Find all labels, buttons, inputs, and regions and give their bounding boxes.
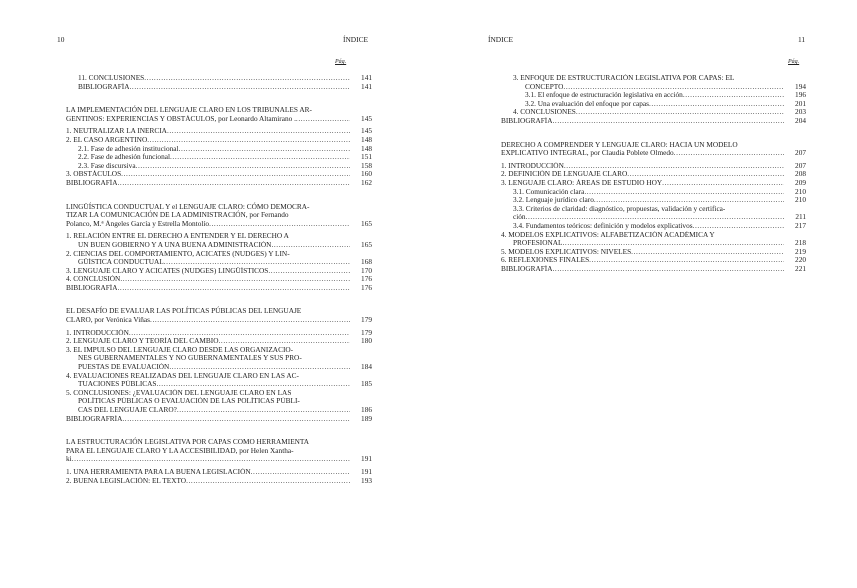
toc-entry-page: 211 xyxy=(795,212,806,222)
leader-dots xyxy=(156,380,350,389)
toc-entry xyxy=(66,232,372,241)
toc-entry-label: 1. RELACIÓN ENTRE EL DERECHO A ENTENDER Y EL DERECHO A xyxy=(66,232,289,241)
toc-entry-label: 6. REFLEXIONES FINALES xyxy=(501,256,590,265)
page-number: 10 xyxy=(57,35,65,44)
toc-entry-page: 179 xyxy=(361,327,372,337)
toc-entry-page: 208 xyxy=(795,169,806,179)
leader-dots xyxy=(631,248,784,257)
chapter-section xyxy=(501,141,806,274)
chapter-title-text: GENTINOS: EXPERIENCIAS Y OBSTÁCULOS, por Leonardo Altamirano . xyxy=(66,114,296,123)
toc-entry xyxy=(66,179,372,188)
toc-entry-label: UN BUEN GOBIERNO Y A UNA BUENA ADMINISTRACIÓN xyxy=(78,240,272,249)
toc-entry-label: 2. BUENA LEGISLACIÓN: EL TEXTO xyxy=(66,476,187,485)
toc-entry xyxy=(66,380,372,389)
leader-dots xyxy=(177,406,350,415)
toc-entry xyxy=(501,239,806,248)
toc-entry-label: 3.1. Comunicación clara xyxy=(513,187,585,196)
toc-entry-label: CAS DEL LENGUAJE CLARO? xyxy=(78,406,177,414)
leader-dots xyxy=(129,329,350,338)
leader-dots xyxy=(136,162,350,171)
toc-entry xyxy=(501,74,806,83)
toc-entry-page: 141 xyxy=(361,73,372,82)
leader-dots xyxy=(251,468,350,477)
leader-dots xyxy=(674,149,784,158)
chapter-title-line xyxy=(66,316,372,325)
toc-entry-page: 209 xyxy=(795,177,806,187)
leader-dots xyxy=(268,267,350,276)
toc-entry xyxy=(501,231,806,240)
toc-entry-label: 3. LENGUAJE CLARO: ÁREAS DE ESTUDIO HOY xyxy=(501,178,663,187)
toc-entry xyxy=(501,170,806,179)
toc-entry-label: 11. CONCLUSIONES xyxy=(78,74,145,82)
leader-dots xyxy=(129,83,350,92)
toc-entry-label: 2. EL CASO ARGENTINO xyxy=(66,135,148,144)
toc-body xyxy=(501,74,806,273)
toc-entry-page: 158 xyxy=(361,160,372,170)
toc-entry xyxy=(66,250,372,259)
leader-dots xyxy=(564,162,784,171)
toc-entry xyxy=(66,284,372,293)
pag-column-label: Pág. xyxy=(335,59,347,65)
leader-dots xyxy=(594,196,784,205)
leader-dots xyxy=(121,170,350,179)
toc-entry-page: 217 xyxy=(795,220,806,230)
page-number: 11 xyxy=(798,35,806,44)
toc-entry xyxy=(501,117,806,126)
leader-dots xyxy=(170,153,350,162)
toc-entry xyxy=(66,468,372,477)
toc-entry xyxy=(66,372,372,381)
leader-dots xyxy=(662,179,784,188)
chapter-section xyxy=(66,438,372,485)
chapter-page: 207 xyxy=(795,148,806,158)
toc-entry-page: 170 xyxy=(361,265,372,275)
leader-dots xyxy=(562,239,784,248)
toc-entry xyxy=(501,196,806,205)
toc-entry xyxy=(501,162,806,171)
leader-dots xyxy=(209,220,350,229)
toc-entry xyxy=(501,205,806,214)
toc-entry-label: 2. LENGUAJE CLARO Y TEORÍA DEL CAMBIO xyxy=(66,337,219,346)
toc-entry-page: 145 xyxy=(361,126,372,136)
toc-entry xyxy=(66,258,372,267)
toc-entry xyxy=(66,389,372,398)
toc-entry xyxy=(66,162,372,171)
running-header: ÍNDICE xyxy=(488,35,514,44)
toc-entry-label: CONCEPTO xyxy=(525,82,564,91)
chapter-title-line: EL DESAFÍO DE EVALUAR LAS POLÍTICAS PÚBLICAS DEL LENGUAJE xyxy=(66,306,302,316)
toc-entry-label: NES GUBERNAMENTALES Y NO GUBERNAMENTALES Y SUS PRO- xyxy=(78,354,302,363)
toc-entry xyxy=(66,127,372,136)
leader-dots xyxy=(122,415,350,424)
chapter-title-line: LINGÜÍSTICA CONDUCTUAL Y el LENGUAJE CLARO: CÓMO DEMOCRA- xyxy=(66,201,310,211)
toc-entry-page: 189 xyxy=(361,413,372,423)
toc-entry-page: 194 xyxy=(795,81,806,91)
toc-entry-page: 148 xyxy=(361,134,372,144)
leader-dots xyxy=(147,136,350,145)
chapter-title-line xyxy=(66,455,372,464)
toc-entry xyxy=(66,145,372,154)
chapter-page: 191 xyxy=(361,454,372,464)
toc-entry-page: 191 xyxy=(361,466,372,476)
toc-entry-label: 3. EL IMPULSO DEL LENGUAJE CLARO DESDE LAS ORGANIZACIO- xyxy=(66,345,294,354)
leader-dots xyxy=(693,222,784,231)
toc-entry-label: BIBLIOGRAFÍA xyxy=(501,116,553,125)
toc-entry-label: BIBLIOGRAFÍA xyxy=(66,283,118,292)
toc-entry-label: 1. INTRODUCCIÓN xyxy=(501,161,564,170)
chapter-title-line xyxy=(501,149,806,158)
toc-entry-page: 204 xyxy=(795,115,806,125)
toc-body xyxy=(66,74,372,485)
toc-entry-label: 3.2. Lenguaje jurídico claro xyxy=(513,196,594,205)
toc-entry-label: TUACIONES PÚBLICAS xyxy=(78,380,157,389)
chapter-title-text: CLARO, por Verónica Viñas xyxy=(66,316,151,325)
toc-entry-page: 160 xyxy=(361,169,372,179)
toc-entry-label: 2. CIENCIAS DEL COMPORTAMIENTO, ACICATES (NUDGES) Y LIN- xyxy=(66,249,290,258)
toc-entry xyxy=(66,170,372,179)
toc-entry xyxy=(501,108,806,117)
toc-entry-page: 186 xyxy=(361,405,372,414)
toc-entry-label: 2.3. Fase discursiva xyxy=(78,161,136,170)
toc-entry-label: 3. ENFOQUE DE ESTRUCTURACIÓN LEGISLATIVA POR CAPAS: EL xyxy=(513,74,735,82)
leader-dots xyxy=(552,265,784,274)
toc-entry xyxy=(66,83,372,92)
toc-entry-page: 207 xyxy=(795,160,806,170)
toc-entry xyxy=(66,406,372,415)
chapter-title-line xyxy=(66,220,372,229)
chapter-title-line: LA IMPLEMENTACIÓN DEL LENGUAJE CLARO EN LOS TRIBUNALES AR- xyxy=(66,105,312,115)
toc-entry-label: 4. MODELOS EXPLICATIVOS: ALFABETIZACIÓN ACADÉMICA Y xyxy=(501,230,715,239)
toc-entry xyxy=(66,136,372,145)
toc-entry xyxy=(66,337,372,346)
toc-entry-page: 218 xyxy=(795,238,806,248)
toc-entry xyxy=(66,275,372,284)
toc-entry-page: 210 xyxy=(795,186,806,196)
toc-entry-label: ción xyxy=(513,213,526,222)
leader-dots xyxy=(552,117,784,126)
toc-entry-label: 3. LENGUAJE CLARO Y ACICATES (NUDGES) LINGÜÍSTICOS xyxy=(66,266,269,275)
running-header: ÍNDICE xyxy=(343,35,369,44)
leader-dots xyxy=(271,241,350,250)
toc-entry-label: BIBLIOGRAFÍA xyxy=(66,178,118,187)
toc-entry-page: 193 xyxy=(361,475,372,485)
toc-entry-page: 210 xyxy=(795,195,806,205)
chapter-section xyxy=(66,307,372,423)
leader-dots xyxy=(179,145,350,154)
leader-dots xyxy=(649,100,784,109)
toc-entry-label: 3.1. El enfoque de estructuración legislativa en acción xyxy=(525,91,683,100)
leader-dots xyxy=(167,127,350,136)
toc-entry-page: 201 xyxy=(795,98,806,108)
toc-entry-label: 2. DEFINICIÓN DE LENGUAJE CLARO xyxy=(501,170,628,179)
leader-dots xyxy=(526,213,784,222)
toc-entry-page: 180 xyxy=(361,336,372,346)
chapter-page: 179 xyxy=(361,315,372,325)
toc-entry xyxy=(66,74,372,83)
chapter-page: 165 xyxy=(361,218,372,228)
toc-entry xyxy=(501,91,806,100)
toc-entry xyxy=(66,415,372,424)
toc-entry xyxy=(501,213,806,222)
leader-dots xyxy=(296,115,350,124)
toc-entry-label: 1. UNA HERRAMIENTA PARA LA BUENA LEGISLACIÓN xyxy=(66,467,251,476)
toc-entry xyxy=(501,256,806,265)
toc-entry xyxy=(501,248,806,257)
toc-entry-page: 221 xyxy=(795,263,806,273)
toc-entry xyxy=(501,179,806,188)
toc-entry xyxy=(66,397,372,406)
leader-dots xyxy=(120,275,350,284)
toc-entry-label: PUESTAS DE EVALUACIÓN xyxy=(78,363,170,372)
leader-dots xyxy=(72,455,350,464)
toc-entry-page: 185 xyxy=(361,379,372,389)
toc-entry xyxy=(501,222,806,231)
leader-dots xyxy=(117,179,350,188)
chapter-section xyxy=(66,203,372,293)
toc-entry xyxy=(66,329,372,338)
toc-entry xyxy=(66,477,372,486)
leader-dots xyxy=(144,74,350,83)
chapter-page: 145 xyxy=(361,113,372,123)
toc-entry xyxy=(66,346,372,355)
toc-entry-page: 176 xyxy=(361,282,372,292)
toc-entry-page: 220 xyxy=(795,255,806,265)
toc-entry-page: 141 xyxy=(361,81,372,91)
toc-entry-label: 2.1. Fase de adhesión institucional xyxy=(78,144,179,153)
toc-entry xyxy=(66,267,372,276)
toc-entry xyxy=(66,363,372,372)
chapter-title-line xyxy=(66,115,372,124)
chapter-title-line: DERECHO A COMPRENDER Y LENGUAJE CLARO: HACIA UN MODELO xyxy=(501,139,738,149)
toc-entry-page: 176 xyxy=(361,274,372,284)
toc-entry-label: 1. INTRODUCCIÓN xyxy=(66,328,129,337)
toc-entry-page: 151 xyxy=(361,152,372,162)
toc-entry-page: 203 xyxy=(795,107,806,117)
chapter-title-line: TIZAR LA COMUNICACIÓN DE LA ADMINISTRACIÓN, por Fernando xyxy=(66,210,289,220)
toc-entry-label: 3.4. Fundamentos teóricos: definición y modelos explicativos xyxy=(513,221,693,230)
chapter-section xyxy=(66,106,372,187)
toc-entry-label: 3.2. Una evaluación del enfoque por capas xyxy=(525,99,649,108)
toc-entry-label: 1. NEUTRALIZAR LA INERCIA xyxy=(66,127,167,136)
chapter-title-text: ki xyxy=(66,455,72,464)
toc-entry xyxy=(501,188,806,197)
leader-dots xyxy=(150,316,350,325)
leader-dots xyxy=(683,91,784,100)
leader-dots xyxy=(589,256,784,265)
toc-entry xyxy=(66,241,372,250)
toc-entry-label: 4. EVALUACIONES REALIZADAS DEL LENGUAJE CLARO EN LAS AC- xyxy=(66,371,299,380)
leader-dots xyxy=(219,337,351,346)
leader-dots xyxy=(117,284,350,293)
toc-entry-label: POLÍTICAS PÚBLICAS O EVALUACIÓN DE LAS POLÍTICAS PÚBLI- xyxy=(78,397,300,406)
chapter-title-line: LA ESTRUCTURACIÓN LEGISLATIVA POR CAPAS COMO HERRAMIENTA xyxy=(66,437,310,447)
leader-dots xyxy=(584,188,784,197)
toc-entry-label: BIBLIOGRAFÍA xyxy=(78,82,130,91)
toc-entry xyxy=(66,153,372,162)
toc-entry-label: 4. CONCLUSIONES xyxy=(513,108,576,117)
toc-entry-page: 165 xyxy=(361,239,372,249)
leader-dots xyxy=(164,258,350,267)
leader-dots xyxy=(563,83,784,92)
leader-dots xyxy=(576,108,784,117)
right-page xyxy=(429,0,857,588)
chapter-title-text: EXPLICATIVO INTEGRAL, por Claudia Poblete Olmedo xyxy=(501,149,674,158)
toc-entry-page: 184 xyxy=(361,362,372,372)
left-page xyxy=(0,0,428,588)
toc-entry xyxy=(501,83,806,92)
toc-entry-label: GÜÍSTICA CONDUCTUAL xyxy=(78,258,164,267)
toc-entry-page: 196 xyxy=(795,90,806,100)
leader-dots xyxy=(169,363,350,372)
pag-column-label: Pág. xyxy=(788,59,800,65)
toc-entry-label: 4. CONCLUSIÓN xyxy=(66,275,121,284)
toc-entry-label: 5. MODELOS EXPLICATIVOS: NIVELES xyxy=(501,247,632,256)
chapter-title-line: PARA EL LENGUAJE CLARO Y LA ACCESIBILIDAD, por Helen Xantha- xyxy=(66,445,294,455)
toc-entry-label: 3. OBSTÁCULOS xyxy=(66,170,122,179)
toc-entry-label: 2.2. Fase de adhesión funcional xyxy=(78,153,170,162)
toc-entry xyxy=(66,354,372,363)
toc-entry-page: 148 xyxy=(361,143,372,153)
toc-entry-label: PROFESIONAL xyxy=(513,239,563,248)
chapter-title-text: Polanco, M.ª Ángeles García y Estrella Montolío xyxy=(66,219,210,228)
toc-entry-page: 219 xyxy=(795,246,806,256)
toc-entry-page: 162 xyxy=(361,177,372,187)
leader-dots xyxy=(186,477,350,486)
toc-entry-label: BIBLIOGRAFÍA xyxy=(501,264,553,273)
leader-dots xyxy=(627,170,784,179)
toc-entry-label: 3.3. Criterios de claridad: diagnóstico, propuestas, validación y certifica- xyxy=(513,204,726,213)
toc-entry-label: 5. CONCLUSIONES: ¿EVALUACIÓN DEL LENGUAJE CLARO EN LAS xyxy=(66,388,292,397)
toc-entry xyxy=(501,100,806,109)
toc-entry xyxy=(501,265,806,274)
toc-entry-label: BIBLIOGRAFRÍA xyxy=(66,414,123,423)
toc-entry-page: 168 xyxy=(361,257,372,267)
